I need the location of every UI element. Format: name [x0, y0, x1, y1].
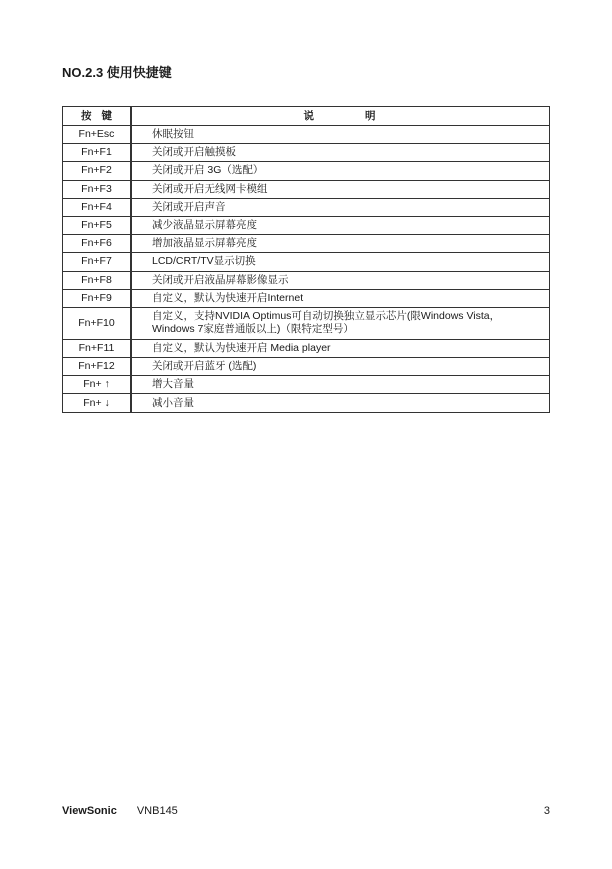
table-row: [63, 162, 550, 180]
key-cell: Fn+F6: [63, 235, 132, 253]
key-cell: Fn+F10: [63, 307, 132, 339]
key-cell: Fn+F3: [63, 180, 132, 198]
key-cell: Fn+F7: [63, 253, 132, 271]
desc-cell: 增大音量: [131, 376, 550, 394]
key-cell: Fn+Esc: [63, 126, 132, 144]
table-row: [63, 271, 550, 289]
desc-cell: 增加液晶显示屏幕亮度: [131, 235, 550, 253]
table-header-row: [63, 107, 550, 126]
desc-cell: [131, 307, 550, 339]
desc-cell: 关闭或开启触摸板: [131, 144, 550, 162]
desc-line-1: 自定义，支持NVIDIA Optimus可自动切换独立显示芯片(限Windows Vista，: [152, 310, 501, 323]
desc-cell: 自定义，默认为快速开启Internet: [131, 289, 550, 307]
desc-cell: 减小音量: [131, 394, 550, 412]
table-row: [63, 358, 550, 376]
desc-cell: LCD/CRT/TV显示切换: [131, 253, 550, 271]
page-number: 3: [543, 805, 550, 817]
key-cell: Fn+ ↑: [63, 376, 132, 394]
table-row: [63, 216, 550, 234]
table-row: [63, 180, 550, 198]
desc-cell: 休眠按钮: [131, 126, 550, 144]
table-row: [63, 376, 550, 394]
desc-cell: 关闭或开启蓝牙 (选配): [131, 358, 550, 376]
footer-model: VNB145: [136, 805, 178, 817]
desc-cell: 关闭或开启液晶屏幕影像显示: [131, 271, 550, 289]
key-cell: Fn+F4: [63, 198, 132, 216]
desc-cell: 减少液晶显示屏幕亮度: [131, 216, 550, 234]
table-row: [63, 253, 550, 271]
table-row: [63, 126, 550, 144]
table-row: [63, 198, 550, 216]
desc-line-2: Windows 7家庭普通版以上)（限特定型号）: [152, 323, 354, 336]
table-row: [63, 289, 550, 307]
key-cell: Fn+F2: [63, 162, 132, 180]
header-desc-label: 说 明: [303, 109, 378, 122]
section-title: NO.2.3 使用快捷键: [62, 65, 172, 80]
key-cell: Fn+F1: [63, 144, 132, 162]
table-row: [63, 339, 550, 357]
shortcut-table: [62, 106, 550, 413]
table-row: [63, 394, 550, 412]
desc-cell: 自定义，默认为快速开启 Media player: [131, 339, 550, 357]
table-row: [63, 307, 550, 339]
table-row: [63, 235, 550, 253]
header-desc: [131, 107, 550, 126]
header-key-label: 按键: [81, 109, 122, 122]
header-key: [63, 107, 132, 126]
key-cell: Fn+F5: [63, 216, 132, 234]
key-cell: Fn+ ↓: [63, 394, 132, 412]
desc-cell: 关闭或开启无线网卡模组: [131, 180, 550, 198]
key-cell: Fn+F8: [63, 271, 132, 289]
key-cell: Fn+F11: [63, 339, 132, 357]
footer-brand: ViewSonic: [62, 805, 117, 817]
desc-cell: 关闭或开启 3G（选配）: [131, 162, 550, 180]
key-cell: Fn+F9: [63, 289, 132, 307]
page-footer: [62, 805, 550, 817]
table-row: [63, 144, 550, 162]
desc-cell: 关闭或开启声音: [131, 198, 550, 216]
key-cell: Fn+F12: [63, 358, 132, 376]
